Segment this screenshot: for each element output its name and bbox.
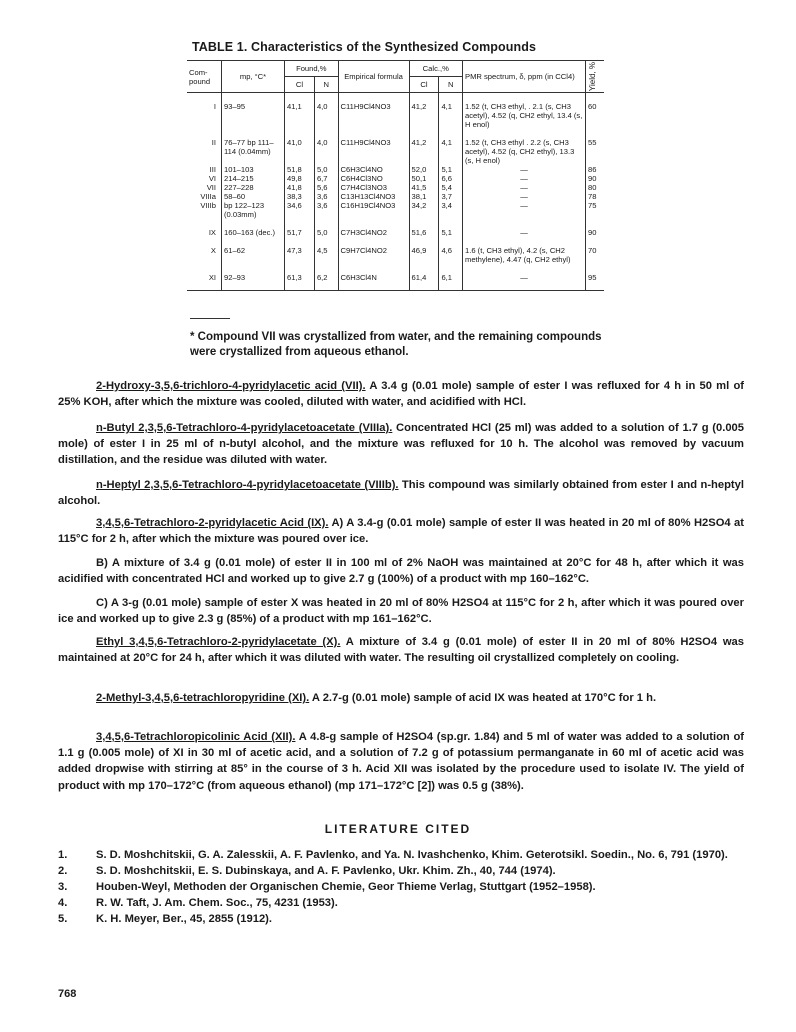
cell-calc-n: 4,1 [439, 129, 463, 165]
cell-calc-cl: 52,0 [409, 165, 439, 174]
cell-calc-n: 5,1 [439, 219, 463, 237]
cell-pmr: — [463, 165, 586, 174]
cell-yield: 86 [586, 165, 605, 174]
cell-mp: 92–93 [222, 264, 285, 291]
cell-calc-cl: 38,1 [409, 192, 439, 201]
paragraph-heading: 2-Methyl-3,4,5,6-tetrachloropyridine (XI). [96, 692, 310, 704]
cell-pmr: — [463, 183, 586, 192]
reference-item [58, 895, 748, 911]
paragraph-body: A 3.4 g (0.01 mole) sample of ester I was refluxed for 4 h in 50 ml of 25% KOH, after which the mixture was cooled, diluted with water, and acidified with HCl. [58, 380, 744, 409]
literature-heading: LITERATURE CITED [324, 822, 472, 836]
cell-pmr: 1.52 (t, CH3 ethyl . 2.2 (s, CH3 acetyl), 4.52 (q, CH2 ethyl), 13.3 (s, H enol) [463, 129, 586, 165]
cell-calc-n: 3,4 [439, 201, 463, 219]
cell-found-cl: 34,6 [285, 201, 315, 219]
cell-found-cl: 51,7 [285, 219, 315, 237]
reference-number: 4. [58, 897, 68, 909]
paragraph-body: A) A 3.4-g (0.01 mole) sample of ester II was heated in 20 ml of 80% H2SO4 at 115°C for 2 h, after which the mixture was poured over ice. [58, 517, 745, 546]
header-calc-n: N [439, 77, 463, 93]
paragraph-compound-viiib [58, 477, 744, 509]
cell-pmr: — [463, 174, 586, 183]
cell-found-cl: 41,0 [285, 129, 315, 165]
cell-compound: VIIIb [200, 201, 216, 211]
cell-calc-n: 4,6 [439, 237, 463, 264]
header-found-n: N [314, 77, 338, 93]
header-pmr: PMR spectrum, δ, ppm (in CCl4) [463, 61, 586, 93]
paragraph-compound-vii [58, 378, 744, 410]
cell-pmr: — [463, 264, 586, 291]
cell-formula: C6H3Cl4NO [338, 165, 409, 174]
cell-calc-cl: 51,6 [409, 219, 439, 237]
cell-calc-cl: 41,2 [409, 129, 439, 165]
cell-yield: 78 [586, 192, 605, 201]
cell-yield: 95 [586, 264, 605, 291]
yield-label: Yield, % [588, 62, 597, 92]
cell-compound: III [209, 165, 216, 175]
cell-formula: C11H9Cl4NO3 [338, 129, 409, 165]
header-found: Found,% [285, 61, 339, 77]
cell-calc-cl: 46,9 [409, 237, 439, 264]
cell-formula: C16H19Cl4NO3 [338, 201, 409, 219]
cell-found-cl: 38,3 [285, 192, 315, 201]
paragraph-compound-ix-c [58, 595, 744, 627]
cell-mp: 58–60 [222, 192, 285, 201]
cell-mp: 227–228 [222, 183, 285, 192]
cell-calc-n: 5,1 [439, 165, 463, 174]
cell-calc-cl: 41,5 [409, 183, 439, 192]
cell-found-n: 3,6 [314, 201, 338, 219]
reference-number: 2. [58, 865, 68, 877]
cell-found-cl: 41,1 [285, 93, 315, 130]
cell-found-n: 5,0 [314, 165, 338, 174]
page-number: 768 [58, 988, 77, 1000]
header-empirical: Empirical formula [338, 61, 409, 93]
cell-found-cl: 47,3 [285, 237, 315, 264]
cell-compound: X [210, 246, 216, 256]
cell-pmr: — [463, 201, 586, 219]
cell-formula: C7H3Cl4NO2 [338, 219, 409, 237]
cell-calc-cl: 50,1 [409, 174, 439, 183]
paragraph-body: This compound was similarly obtained from ester I and n-heptyl alcohol. [58, 479, 744, 508]
table-row [187, 129, 604, 165]
paragraph-heading: 3,4,5,6-Tetrachloropicolinic Acid (XII). [96, 731, 296, 743]
reference-item [58, 847, 748, 863]
paragraph-body: A 2.7-g (0.01 mole) sample of acid IX was heated at 170°C for 1 h. [309, 692, 657, 704]
cell-found-n: 6,2 [314, 264, 338, 291]
cell-mp: bp 122–123 (0.03mm) [222, 201, 285, 219]
paragraph-body: A mixture of 3.4 g (0.01 mole) of ester II in 20 ml of 80% H2SO4 was maintained at 20°C for 24 h, after which it was diluted with water. The resulting oil crystallized completely on cooling. [58, 636, 744, 665]
header-calc-cl: Cl [409, 77, 439, 93]
table-row [187, 201, 604, 219]
cell-pmr: 1.52 (t, CH3 ethyl, . 2.1 (s, CH3 acetyl), 4.52 (q, CH2 ethyl, 13.4 (s, H enol) [463, 93, 586, 130]
cell-formula: C11H9Cl4NO3 [338, 93, 409, 130]
table-row [187, 165, 604, 174]
paragraph-compound-x [58, 634, 744, 666]
header-found-cl: Cl [285, 77, 315, 93]
reference-text: S. D. Moshchitskii, G. A. Zalesskii, A. F. Pavlenko, and Ya. N. Ivashchenko, Khim. Geterotsikl. Soedin., No. 6, 791 (1970). [96, 849, 728, 861]
paragraph-compound-viiia [58, 420, 744, 469]
cell-found-cl: 49,8 [285, 174, 315, 183]
reference-number: 3. [58, 881, 68, 893]
cell-calc-n: 6,6 [439, 174, 463, 183]
cell-yield: 90 [586, 219, 605, 237]
cell-calc-n: 4,1 [439, 93, 463, 130]
header-mp: mp, °C* [222, 61, 285, 93]
cell-calc-cl: 61,4 [409, 264, 439, 291]
reference-text: R. W. Taft, J. Am. Chem. Soc., 75, 4231 (1953). [96, 897, 338, 909]
table-title: TABLE 1. Characteristics of the Synthesized Compounds [192, 40, 537, 54]
cell-yield: 70 [586, 237, 605, 264]
paragraph-body: Concentrated HCl (25 ml) was added to a solution of 1.7 g (0.005 mole) of ester I in 25 ml of n-butyl alcohol, and the mixture was refluxed for 10 h. The alcohol was removed by vacuum distillation, and the residue was diluted with water. [58, 422, 744, 467]
header-calc: Calc.,% [409, 61, 462, 77]
reference-text: S. D. Moshchitskii, E. S. Dubinskaya, and A. F. Pavlenko, Ukr. Khim. Zh., 40, 744 (1974). [96, 865, 556, 877]
paragraph-body: C) A 3-g (0.01 mole) sample of ester X was heated in 20 ml of 80% H2SO4 at 115°C for 2 h, after which it was poured over ice and worked up to give 2.3 g (85%) of a product with mp 161–162°C. [58, 597, 744, 626]
table-footnote: * Compound VII was crystallized from water, and the remaining compounds were crystallized from aqueous ethanol. [190, 331, 602, 358]
cell-found-cl: 41,8 [285, 183, 315, 192]
paragraph-body: A 4.8-g sample of H2SO4 (sp.gr. 1.84) and 5 ml of water was added to a solution of 1.1 g (0.005 mole) of XI in 30 ml of acetic acid, and a solution of 7.2 g of potassium permanganate in 60 ml of acetic acid was added dropwise with stirring at 85° in the course of 3 h. Acid XII was isolated by the procedure used to isolate IV. The yield of product with mp 170–172°C (from aqueous ethanol) (mp 171–172°C [2]) was 0.5 g (38%). [58, 731, 745, 792]
cell-found-n: 4,0 [314, 129, 338, 165]
table-row [187, 183, 604, 192]
characteristics-table [187, 60, 604, 291]
cell-compound: XI [187, 264, 222, 291]
cell-compound: VIIIa [200, 192, 216, 202]
cell-found-n: 4,5 [314, 237, 338, 264]
cell-compound: II [211, 138, 216, 148]
paragraph-compound-xi [58, 690, 744, 706]
cell-formula: C9H7Cl4NO2 [338, 237, 409, 264]
cell-compound: I [213, 102, 216, 112]
cell-formula: C7H4Cl3NO3 [338, 183, 409, 192]
cell-found-n: 6,7 [314, 174, 338, 183]
cell-calc-n: 3,7 [439, 192, 463, 201]
table-row [187, 93, 604, 130]
cell-yield: 90 [586, 174, 605, 183]
paragraph-compound-xii [58, 729, 744, 794]
cell-found-cl: 51,8 [285, 165, 315, 174]
header-compound: Com-pound [187, 61, 222, 93]
reference-text: K. H. Meyer, Ber., 45, 2855 (1912). [96, 913, 272, 925]
table-row [187, 219, 604, 237]
cell-mp: 160–163 (dec.) [222, 219, 285, 237]
paragraph-compound-ix-b [58, 555, 744, 587]
cell-compound: VI [208, 174, 216, 184]
cell-formula: C13H13Cl4NO3 [338, 192, 409, 201]
cell-found-n: 5,0 [314, 219, 338, 237]
cell-mp: 93–95 [222, 93, 285, 130]
paragraph-heading: n-Heptyl 2,3,5,6-Tetrachloro-4-pyridylacetoacetate (VIIIb). [96, 479, 399, 491]
reference-text: Houben-Weyl, Methoden der Organischen Chemie, Geor Thieme Verlag, Stuttgart (1952–1958). [96, 881, 596, 893]
cell-compound: VII [206, 183, 216, 193]
cell-found-cl: 61,3 [285, 264, 315, 291]
cell-formula: C6H4Cl3NO [338, 174, 409, 183]
paragraph-compound-ix-a [58, 515, 744, 547]
paragraph-body: B) A mixture of 3.4 g (0.01 mole) of ester II in 100 ml of 2% NaOH was maintained at 20°C for 48 h, after which it was acidified with concentrated HCl and worked up to give 2.7 g (100%) of a product with mp 160–162°C. [58, 557, 744, 586]
reference-list [58, 847, 748, 927]
cell-compound: IX [208, 228, 216, 238]
reference-item [58, 863, 748, 879]
paragraph-heading: 2-Hydroxy-3,5,6-trichloro-4-pyridylacetic acid (VII). [96, 380, 366, 392]
paragraph-heading: Ethyl 3,4,5,6-Tetrachloro-2-pyridylacetate (X). [96, 636, 341, 648]
cell-mp: 214–215 [222, 174, 285, 183]
reference-number: 5. [58, 913, 68, 925]
paragraph-heading: n-Butyl 2,3,5,6-Tetrachloro-4-pyridylacetoacetate (VIIIa). [96, 422, 393, 434]
table-row [187, 174, 604, 183]
cell-found-n: 4,0 [314, 93, 338, 130]
cell-found-n: 3,6 [314, 192, 338, 201]
table-row [187, 237, 604, 264]
cell-mp: 76–77 bp 111–114 (0.04mm) [222, 129, 285, 165]
reference-number: 1. [58, 849, 68, 861]
cell-calc-cl: 41,2 [409, 93, 439, 130]
cell-calc-n: 6,1 [439, 264, 463, 291]
cell-found-n: 5,6 [314, 183, 338, 192]
cell-pmr: 1.6 (t, CH3 ethyl), 4.2 (s, CH2 methylene), 4.47 (q, CH2 ethyl) [463, 237, 586, 264]
table-row [187, 264, 604, 291]
cell-calc-cl: 34,2 [409, 201, 439, 219]
reference-item [58, 911, 748, 927]
cell-yield: 75 [586, 201, 605, 219]
cell-calc-n: 5,4 [439, 183, 463, 192]
cell-yield: 80 [586, 183, 605, 192]
header-yield [586, 61, 605, 93]
reference-item [58, 879, 748, 895]
cell-yield: 60 [586, 93, 605, 130]
footnote-rule [190, 318, 230, 319]
paragraph-heading: 3,4,5,6-Tetrachloro-2-pyridylacetic Acid (IX). [96, 517, 329, 529]
cell-pmr: — [463, 192, 586, 201]
cell-mp: 101–103 [222, 165, 285, 174]
cell-formula: C6H3Cl4N [338, 264, 409, 291]
cell-pmr: — [463, 219, 586, 237]
cell-mp: 61–62 [222, 237, 285, 264]
table-row [187, 192, 604, 201]
cell-yield: 55 [586, 129, 605, 165]
